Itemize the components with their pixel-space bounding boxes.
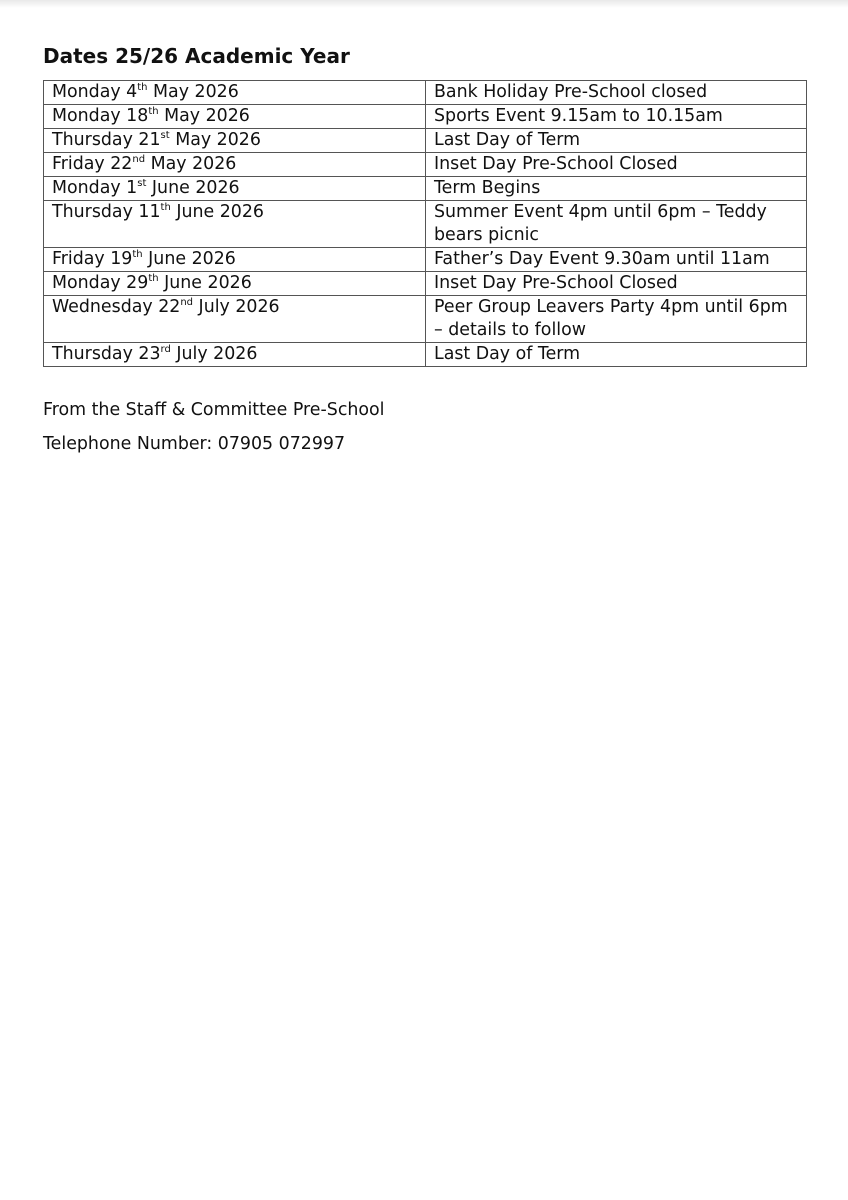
table-row: [44, 272, 807, 296]
event-cell: Sports Event 9.15am to 10.15am: [426, 105, 807, 129]
table-row: [44, 296, 807, 343]
date-cell: Monday 4th May 2026: [44, 81, 426, 105]
event-cell: Inset Day Pre-School Closed: [426, 272, 807, 296]
date-cell: Thursday 23rd July 2026: [44, 343, 426, 367]
top-edge-shadow: [0, 0, 848, 8]
date-cell: Friday 22nd May 2026: [44, 153, 426, 177]
date-cell: Monday 18th May 2026: [44, 105, 426, 129]
from-line: From the Staff & Committee Pre-School: [43, 400, 385, 420]
table-row: [44, 248, 807, 272]
date-cell: Monday 29th June 2026: [44, 272, 426, 296]
date-cell: Thursday 11th June 2026: [44, 201, 426, 248]
event-cell: Inset Day Pre-School Closed: [426, 153, 807, 177]
date-cell: Wednesday 22nd July 2026: [44, 296, 426, 343]
event-cell: Bank Holiday Pre-School closed: [426, 81, 807, 105]
event-cell: Father’s Day Event 9.30am until 11am: [426, 248, 807, 272]
table-row: [44, 81, 807, 105]
event-cell: Term Begins: [426, 177, 807, 201]
dates-table: [43, 80, 807, 367]
page-title: Dates 25/26 Academic Year: [43, 44, 350, 68]
table-row: [44, 129, 807, 153]
event-cell: Last Day of Term: [426, 129, 807, 153]
table-row: [44, 153, 807, 177]
event-cell: Summer Event 4pm until 6pm – Teddy bears picnic: [426, 201, 807, 248]
table-row: [44, 105, 807, 129]
table-row: [44, 177, 807, 201]
table-row: [44, 343, 807, 367]
telephone-line: Telephone Number: 07905 072997: [43, 434, 346, 454]
date-cell: Monday 1st June 2026: [44, 177, 426, 201]
date-cell: Thursday 21st May 2026: [44, 129, 426, 153]
table-row: [44, 201, 807, 248]
event-cell: Last Day of Term: [426, 343, 807, 367]
date-cell: Friday 19th June 2026: [44, 248, 426, 272]
event-cell: Peer Group Leavers Party 4pm until 6pm – details to follow: [426, 296, 807, 343]
